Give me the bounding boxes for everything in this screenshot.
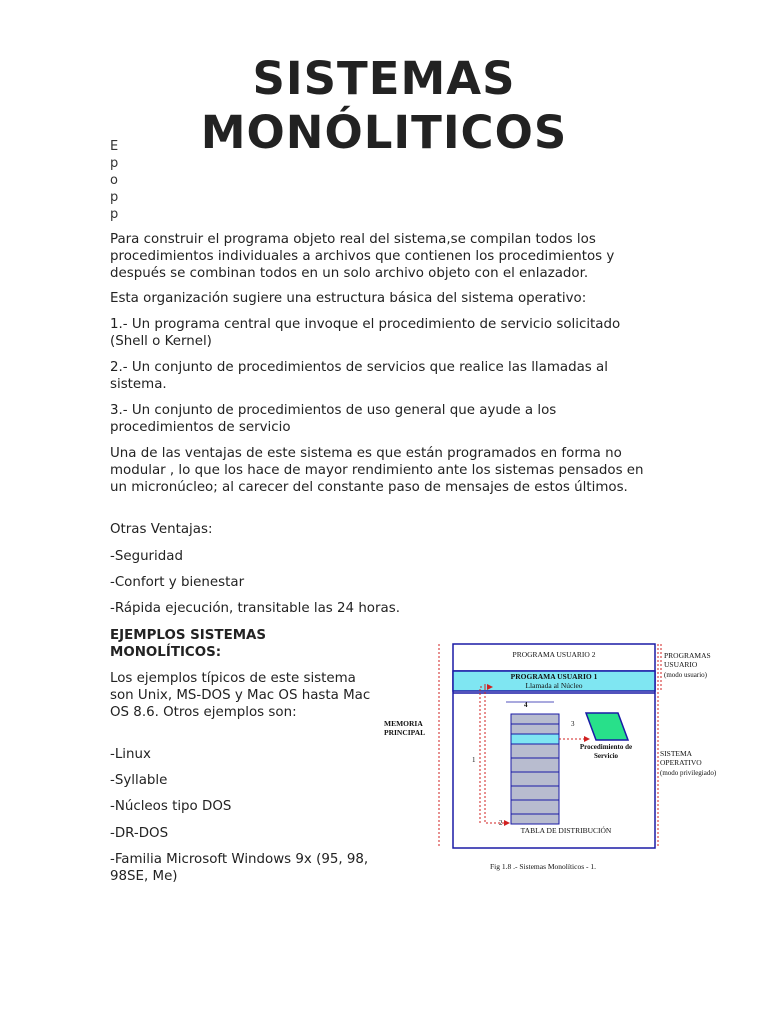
paragraph: Una de las ventajas de este sistema es que están programados en forma no modular , lo que los hace de mayor rendimiento ante los sistemas pensados en un micronúcleo; al carecer del constante paso de mensajes de estos últimos.	[110, 446, 644, 495]
monolithic-system-figure	[378, 640, 768, 880]
list-item: -Linux	[110, 747, 151, 762]
user-mode-label: (modo usuario)	[664, 671, 707, 679]
step-2-label: 2	[499, 819, 503, 827]
table-label: TABLA DE DISTRIBUCIÓN	[520, 826, 612, 835]
hidden-letter: p	[110, 156, 119, 171]
user-program-2-label: PROGRAMA USUARIO 2	[512, 650, 596, 659]
step-4-label: 4	[524, 701, 528, 709]
list-item: -Syllable	[110, 773, 168, 788]
kernel-call-label: Llamada al Núcleo	[525, 681, 583, 690]
list-item: -Confort y bienestar	[110, 575, 245, 590]
user-programs-label-1: PROGRAMAS	[664, 651, 711, 660]
examples-heading: EJEMPLOS SISTEMAS MONOLÍTICOS:	[110, 628, 267, 660]
step-1-label: 1	[472, 756, 476, 764]
paragraph: 3.- Un conjunto de procedimientos de uso general que ayude a los procedimientos de servicio	[110, 403, 557, 435]
examples-intro: Los ejemplos típicos de este sistema son Unix, MS-DOS y Mac OS hasta Mac OS 8.6. Otros ejemplos son:	[110, 671, 371, 720]
paragraph: Para construir el programa objeto real del sistema,se compilan todos los procedimientos individuales a archivos que contienen los procedimientos y después se combinan todos en un solo archivo objeto con el enlazador.	[110, 232, 615, 281]
main-memory-label-2: PRINCIPAL	[384, 728, 426, 737]
paragraph: Esta organización sugiere una estructura básica del sistema operativo:	[110, 291, 587, 306]
dispatch-table	[511, 714, 559, 824]
procedure-label-1: Procedimiento de	[579, 743, 633, 751]
hidden-letter: E	[110, 139, 119, 154]
hidden-letter: o	[110, 173, 118, 188]
procedure-label-2: Servicio	[593, 752, 619, 760]
paragraph: Otras Ventajas:	[110, 522, 213, 537]
list-item: -DR-DOS	[110, 826, 169, 841]
page-title-line-1: SISTEMAS	[252, 52, 516, 105]
privileged-mode-label: (modo privilegiado)	[660, 769, 717, 777]
list-item: -Familia Microsoft Windows 9x (95, 98, 98SE, Me)	[110, 852, 369, 884]
user-program-1-label: PROGRAMA USUARIO 1	[510, 672, 598, 681]
page-title-line-2: MONÓLITICOS	[200, 106, 568, 159]
hidden-letter: p	[110, 190, 119, 205]
list-item: -Seguridad	[110, 549, 183, 564]
step-3-label: 3	[571, 720, 575, 728]
hidden-letter: p	[110, 207, 119, 222]
user-programs-label-2: USUARIO	[664, 660, 698, 669]
os-label-2: OPERATIVO	[660, 758, 702, 767]
figure-caption: Fig 1.8 .- Sistemas Monolíticos - 1.	[489, 862, 597, 871]
main-memory-label-1: MEMORIA	[384, 719, 423, 728]
os-label-1: SISTEMA	[660, 749, 693, 758]
paragraph: 2.- Un conjunto de procedimientos de servicios que realice las llamadas al sistema.	[110, 360, 608, 392]
list-item: -Rápida ejecución, transitable las 24 horas.	[110, 601, 400, 616]
list-item: -Núcleos tipo DOS	[110, 799, 232, 814]
paragraph: 1.- Un programa central que invoque el procedimiento de servicio solicitado (Shell o Kernel)	[110, 317, 621, 349]
